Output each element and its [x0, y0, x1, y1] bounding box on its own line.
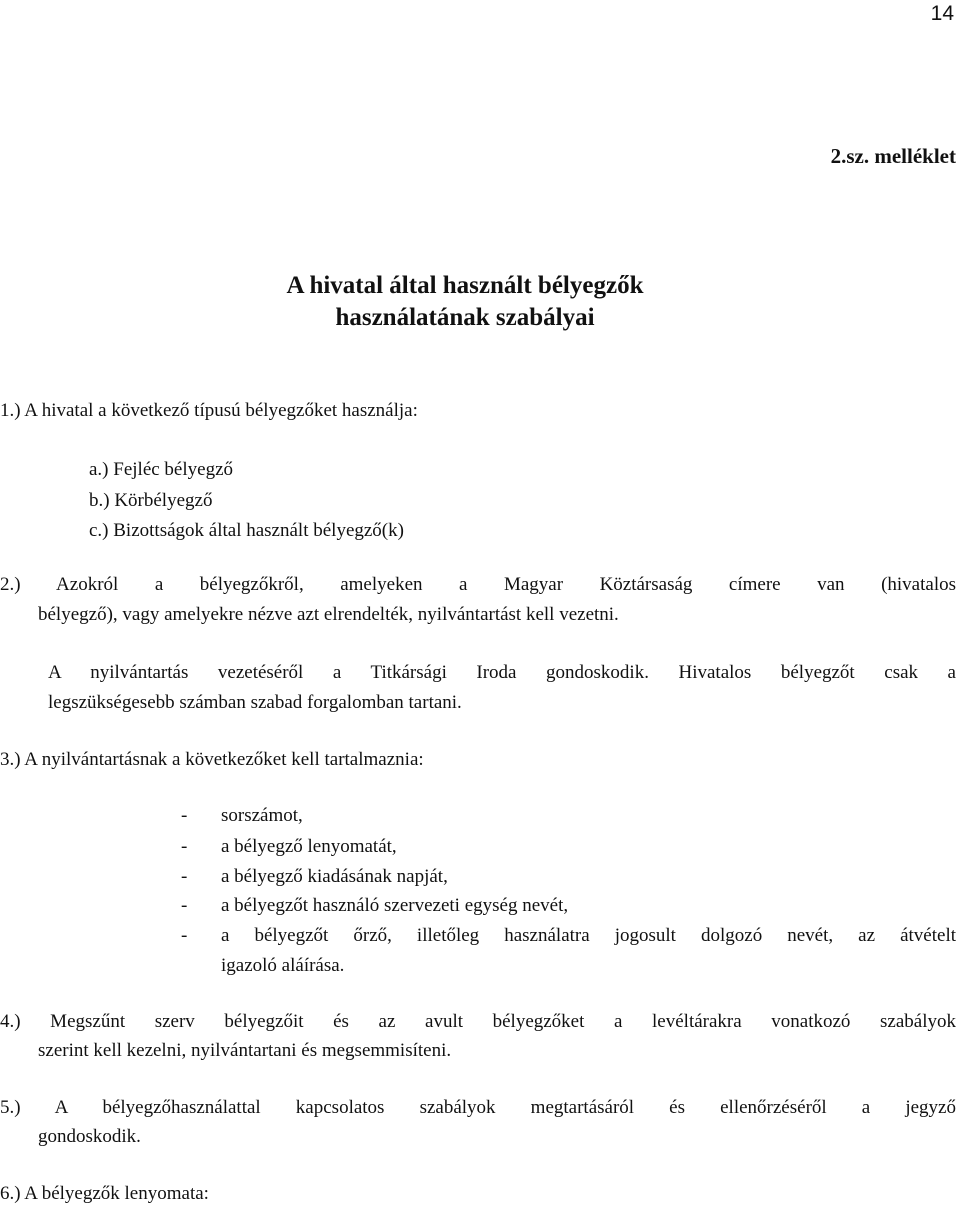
- section-1-item-a: a.) Fejléc bélyegző: [89, 459, 234, 480]
- page-number: 14: [930, 2, 954, 25]
- section-2-paragraph-2-line-1: A nyilvántartás vezetéséről a Titkársági Iroda gondoskodik. Hivatalos bélyegzőt csak a: [48, 662, 956, 683]
- list-dash: -: [181, 805, 188, 826]
- section-3-item-2: a bélyegző lenyomatát,: [221, 836, 397, 857]
- section-4-line-1: 4.) Megszűnt szerv bélyegzőit és az avult bélyegzőket a levéltárakra vonatkozó szabályok: [0, 1011, 956, 1032]
- section-1-item-b: b.) Körbélyegző: [89, 490, 213, 511]
- section-3-item-1: sorszámot,: [221, 805, 303, 826]
- section-2-line-2: bélyegző), vagy amelyekre nézve azt elrendelték, nyilvántartást kell vezetni.: [38, 604, 619, 625]
- section-1-item-c: c.) Bizottságok által használt bélyegző(k): [89, 520, 404, 541]
- section-2-paragraph-2-line-2: legszükségesebb számban szabad forgalomban tartani.: [48, 692, 462, 713]
- section-3-item-5: a bélyegzőt őrző, illetőleg használatra jogosult dolgozó nevét, az átvételt: [221, 925, 956, 946]
- section-4-line-2: szerint kell kezelni, nyilvántartani és megsemmisíteni.: [38, 1040, 452, 1061]
- section-6-heading: 6.) A bélyegzők lenyomata:: [0, 1183, 209, 1204]
- section-2-line-1: 2.) Azokról a bélyegzőkről, amelyeken a Magyar Köztársaság címere van (hivatalos: [0, 574, 956, 595]
- title-line-2: használatának szabályai: [335, 304, 595, 331]
- annex-label: 2.sz. melléklet: [830, 144, 956, 168]
- list-dash: -: [181, 925, 188, 946]
- section-3-item-4: a bélyegzőt használó szervezeti egység nevét,: [221, 895, 569, 916]
- section-1-heading: 1.) A hivatal a következő típusú bélyegzőket használja:: [0, 400, 418, 421]
- section-5-line-1: 5.) A bélyegzőhasználattal kapcsolatos szabályok megtartásáról és ellenőrzéséről a jegyző: [0, 1097, 956, 1118]
- document-title: [0, 270, 930, 334]
- list-dash: -: [181, 895, 188, 916]
- section-3-heading: 3.) A nyilvántartásnak a következőket kell tartalmaznia:: [0, 749, 424, 770]
- list-dash: -: [181, 866, 188, 887]
- list-dash: -: [181, 836, 188, 857]
- section-3-item-3: a bélyegző kiadásának napját,: [221, 866, 448, 887]
- section-3-item-5-continuation: igazoló aláírása.: [221, 955, 345, 976]
- section-5-line-2: gondoskodik.: [38, 1126, 141, 1147]
- title-line-1: A hivatal által használt bélyegzők: [286, 272, 644, 299]
